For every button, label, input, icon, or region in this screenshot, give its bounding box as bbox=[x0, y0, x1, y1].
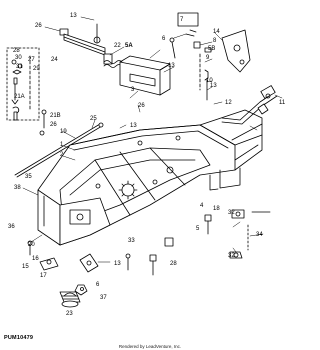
callout-25: 25 bbox=[90, 116, 97, 122]
callout-26: 26 bbox=[35, 23, 42, 29]
callout-19: 19 bbox=[60, 129, 67, 135]
callout-24: 24 bbox=[51, 57, 58, 63]
callout-7: 7 bbox=[180, 17, 184, 23]
callout-29: 29 bbox=[33, 66, 40, 72]
footer-credit: Rendered by LeadVenture, Inc. bbox=[118, 344, 182, 349]
left-hardware-group bbox=[7, 48, 46, 135]
callout-16: 16 bbox=[32, 256, 39, 262]
callout-14: 14 bbox=[213, 29, 220, 35]
pivot-bracket bbox=[120, 56, 170, 95]
callout-38: 38 bbox=[14, 185, 21, 191]
callout-35: 35 bbox=[25, 174, 32, 180]
callout-32: 32 bbox=[228, 253, 235, 259]
callout-4: 4 bbox=[200, 203, 204, 209]
callout-13: 13 bbox=[210, 83, 217, 89]
callout-2: 2 bbox=[60, 152, 64, 158]
main-frame bbox=[38, 110, 262, 245]
callout-26: 26 bbox=[138, 103, 145, 109]
callout-31: 31 bbox=[16, 64, 23, 70]
callout-21B: 21B bbox=[50, 113, 61, 119]
callout-28: 28 bbox=[13, 48, 20, 54]
callout-32: 32 bbox=[228, 210, 235, 216]
callout-13: 13 bbox=[168, 63, 175, 69]
callout-22: 22 bbox=[114, 43, 121, 49]
callout-3: 3 bbox=[131, 87, 135, 93]
callout-9: 9 bbox=[206, 55, 210, 61]
callout-20: 20 bbox=[28, 242, 35, 248]
upper-shaft bbox=[60, 24, 112, 64]
callout-30: 30 bbox=[15, 55, 22, 61]
callout-5B: 5B bbox=[208, 46, 216, 52]
callout-11: 11 bbox=[279, 100, 286, 106]
right-linkage bbox=[222, 86, 277, 140]
callout-33: 33 bbox=[128, 238, 135, 244]
callout-15: 15 bbox=[22, 264, 29, 270]
callout-18: 18 bbox=[213, 206, 220, 212]
callout-26: 26 bbox=[50, 122, 57, 128]
callout-37: 37 bbox=[100, 295, 107, 301]
callout-21A: 21A bbox=[14, 94, 25, 100]
callout-36: 36 bbox=[8, 224, 15, 230]
callout-13: 13 bbox=[114, 261, 121, 267]
callout-17: 17 bbox=[40, 273, 47, 279]
callout-12: 12 bbox=[225, 100, 232, 106]
callout-8: 8 bbox=[213, 38, 217, 44]
callout-34: 34 bbox=[256, 232, 263, 238]
callout-6: 6 bbox=[162, 36, 166, 42]
callout-5: 5 bbox=[196, 226, 200, 232]
figure-id: PUM10479 bbox=[4, 335, 34, 341]
callout-5A: 5A bbox=[125, 43, 133, 49]
callout-1: 1 bbox=[60, 142, 64, 148]
callout-13: 13 bbox=[70, 13, 77, 19]
callout-28: 28 bbox=[170, 261, 177, 267]
callout-6: 6 bbox=[96, 282, 100, 288]
callout-27: 27 bbox=[28, 57, 35, 63]
callout-13: 13 bbox=[130, 123, 137, 129]
callout-23: 23 bbox=[66, 311, 73, 317]
callout-10: 10 bbox=[206, 78, 213, 84]
